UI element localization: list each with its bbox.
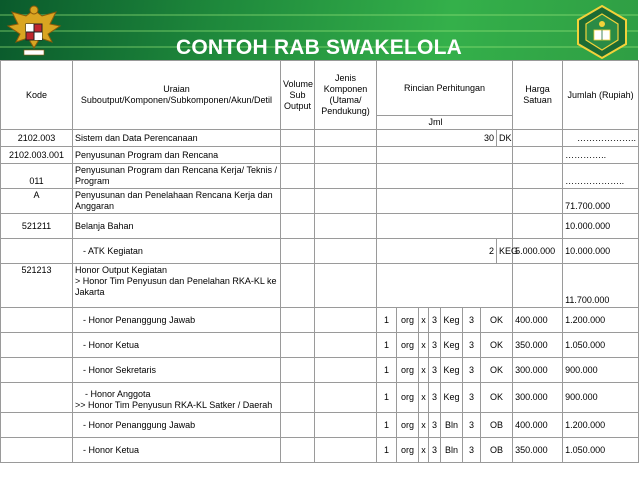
unit1-cell: org <box>397 308 419 333</box>
uraian-cell: Belanja Bahan <box>73 214 281 239</box>
harga-cell: 5.000.000 <box>513 239 563 264</box>
volume1-cell: 1 <box>377 413 397 438</box>
volume1-cell: 1 <box>377 383 397 413</box>
column-header-rincian: Rincian Perhitungan <box>377 61 513 116</box>
uraian-cell: Penyusunan Program dan Rencana Kerja/ Teknis / Program <box>73 164 281 189</box>
satuan-cell: OK <box>481 333 513 358</box>
times-cell: x <box>419 358 429 383</box>
table-row <box>1 130 639 147</box>
volume2-cell: 3 <box>429 383 441 413</box>
jumlah-cell: 1.050.000 <box>563 438 639 463</box>
uraian-cell: Penyusunan Program dan Rencana <box>73 147 281 164</box>
jml-cell: 3 <box>463 383 481 413</box>
harga-cell: 300.000 <box>513 358 563 383</box>
jml-cell: 3 <box>463 308 481 333</box>
unit2-cell: Keg <box>441 308 463 333</box>
harga-cell: 300.000 <box>513 383 563 413</box>
jumlah-cell: 71.700.000 <box>563 189 639 214</box>
table-row <box>1 333 639 358</box>
satuan-cell: OB <box>481 438 513 463</box>
jml-cell: 3 <box>463 333 481 358</box>
jumlah-cell: 10.000.000 <box>563 239 639 264</box>
jumlah-cell: 10.000.000 <box>563 214 639 239</box>
uraian-subtitle: >> Honor Tim Penyusun RKA-KL Satker / Daerah <box>75 400 273 410</box>
table-row <box>1 164 639 189</box>
times-cell: x <box>419 413 429 438</box>
volume2-cell: 3 <box>429 438 441 463</box>
column-header-jenis: Jenis Komponen (Utama/ Pendukung) <box>315 61 377 130</box>
jumlah-cell: 11.700.000 <box>563 264 639 308</box>
table-row <box>1 358 639 383</box>
table-row <box>1 438 639 463</box>
jumlah-cell: ……………….. <box>563 164 639 189</box>
times-cell: x <box>419 333 429 358</box>
column-header-jumlah: Jumlah (Rupiah) <box>563 61 639 130</box>
header-stripe <box>0 14 638 16</box>
uraian-cell: - Honor Penanggung Jawab <box>73 308 281 333</box>
jml-cell: 3 <box>463 413 481 438</box>
table-row <box>1 308 639 333</box>
jml-cell: 3 <box>463 358 481 383</box>
kode-cell: 011 <box>1 164 73 189</box>
unit1-cell: org <box>397 333 419 358</box>
unit2-cell: Keg <box>441 333 463 358</box>
satuan-cell: OK <box>481 383 513 413</box>
jumlah-cell: 900.000 <box>563 358 639 383</box>
column-header-volume: Volume Sub Output <box>281 61 315 130</box>
volume1-cell: 1 <box>377 333 397 358</box>
jml-cell: 3 <box>463 438 481 463</box>
times-cell: x <box>419 438 429 463</box>
uraian-cell: - Honor Anggota <box>85 389 151 399</box>
kode-cell: A <box>1 189 73 214</box>
uraian-cell: - ATK Kegiatan <box>73 239 281 264</box>
column-header-uraian: Uraian Suboutput/Komponen/Subkomponen/Akun/Detil <box>73 61 281 130</box>
table-row <box>1 214 639 239</box>
harga-cell: 350.000 <box>513 333 563 358</box>
kode-cell: 521213 <box>1 264 73 308</box>
times-cell: x <box>419 383 429 413</box>
uraian-cell: - Honor Ketua <box>73 333 281 358</box>
unit2-cell: Keg <box>441 358 463 383</box>
unit2-cell: Bln <box>441 438 463 463</box>
jumlah-cell: 1.200.000 <box>563 308 639 333</box>
satuan-cell: OK <box>481 308 513 333</box>
unit1-cell: org <box>397 358 419 383</box>
slide-header <box>0 0 638 60</box>
jumlah-cell: ………….. <box>563 147 639 164</box>
uraian-subtitle: > Honor Tim Penyusun dan Penelahan RKA-KL ke Jakarta <box>75 276 277 297</box>
column-header-harga: Harga Satuan <box>513 61 563 130</box>
volume2-cell: 3 <box>429 413 441 438</box>
jumlah-cell: ……………….. <box>563 130 639 147</box>
jumlah-cell: 900.000 <box>563 383 639 413</box>
volume1-cell: 1 <box>377 308 397 333</box>
kode-cell: 2102.003.001 <box>1 147 73 164</box>
column-header-kode: Kode <box>1 61 73 130</box>
rab-table <box>0 60 639 463</box>
table-row <box>1 147 639 164</box>
harga-cell: 400.000 <box>513 413 563 438</box>
volume1-cell: 1 <box>377 438 397 463</box>
uraian-cell: Honor Output Kegiatan <box>75 265 168 275</box>
uraian-cell: - Honor Sekretaris <box>73 358 281 383</box>
unit2-cell: Bln <box>441 413 463 438</box>
unit1-cell: org <box>397 383 419 413</box>
page-title: CONTOH RAB SWAKELOLA <box>176 36 462 59</box>
uraian-cell: - Honor Ketua <box>73 438 281 463</box>
jumlah-cell: 1.050.000 <box>563 333 639 358</box>
volume2-cell: 3 <box>429 308 441 333</box>
satuan-cell: DK <box>497 130 513 147</box>
kode-cell: 521211 <box>1 214 73 239</box>
harga-cell: 350.000 <box>513 438 563 463</box>
table-row <box>1 264 639 308</box>
header-stripe <box>0 30 638 32</box>
column-header-jml: Jml <box>377 116 513 130</box>
jml-cell: 30 <box>377 130 497 147</box>
table-row <box>1 239 639 264</box>
uraian-cell: Penyusunan dan Penelahaan Rencana Kerja dan Anggaran <box>73 189 281 214</box>
unit1-cell: org <box>397 413 419 438</box>
uraian-cell: Sistem dan Data Perencanaan <box>73 130 281 147</box>
table-row <box>1 189 639 214</box>
volume1-cell: 1 <box>377 358 397 383</box>
table-row <box>1 413 639 438</box>
table-row <box>1 383 639 413</box>
satuan-cell: OK <box>481 358 513 383</box>
table-header <box>1 61 639 130</box>
satuan-cell: KEG <box>497 239 513 264</box>
uraian-cell: - Honor Penanggung Jawab <box>73 413 281 438</box>
volume2-cell: 3 <box>429 333 441 358</box>
unit1-cell: org <box>397 438 419 463</box>
harga-cell: 400.000 <box>513 308 563 333</box>
volume2-cell: 3 <box>429 358 441 383</box>
harga-cell <box>513 130 563 147</box>
times-cell: x <box>419 308 429 333</box>
jml-cell: 2 <box>377 239 497 264</box>
jumlah-cell: 1.200.000 <box>563 413 639 438</box>
unit2-cell: Keg <box>441 383 463 413</box>
kode-cell: 2102.003 <box>1 130 73 147</box>
table-body <box>1 130 639 463</box>
satuan-cell: OB <box>481 413 513 438</box>
